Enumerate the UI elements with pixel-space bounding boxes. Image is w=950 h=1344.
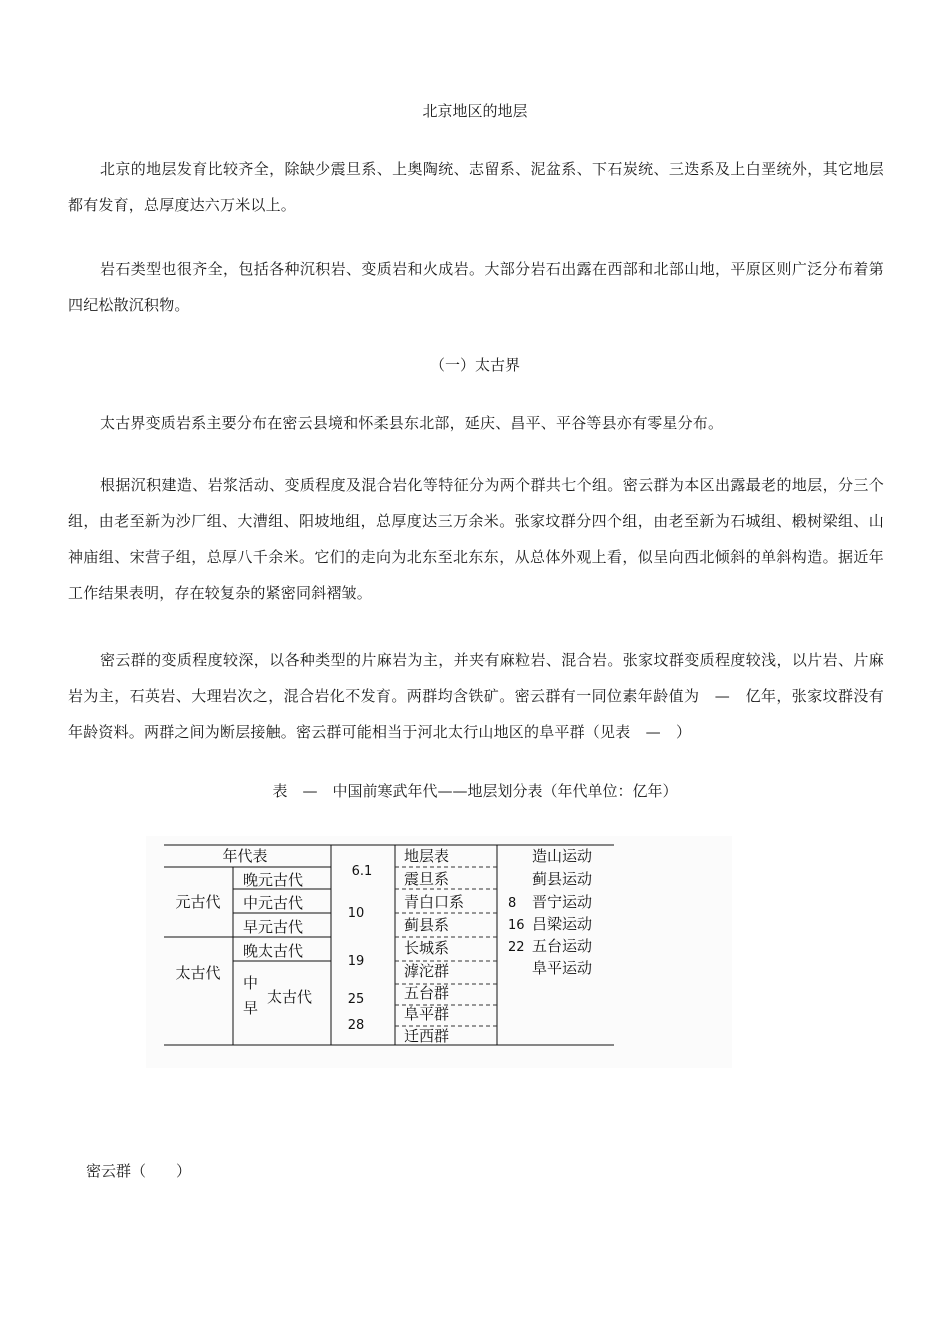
paragraph-1: 北京的地层发育比较齐全，除缺少震旦系、上奥陶统、志留系、泥盆系、下石炭统、三迭系及上白垩统外，其它地层都有发育，总厚度达六万米以上。 bbox=[68, 160, 884, 214]
header-strata: 地层表 bbox=[404, 847, 450, 865]
movement-lvliang: 吕梁运动 bbox=[532, 915, 593, 933]
movement-jinning: 晋宁运动 bbox=[532, 893, 593, 911]
movement-age: 8 bbox=[508, 896, 517, 911]
era-early-proterozoic: 早元古代 bbox=[243, 918, 304, 936]
era-late-proterozoic: 晚元古代 bbox=[243, 871, 304, 889]
age-label: 25 bbox=[347, 992, 365, 1007]
strata-sinian: 震旦系 bbox=[404, 870, 450, 888]
strata-wutai: 五台群 bbox=[404, 984, 450, 1002]
era-late-archean: 晚太古代 bbox=[243, 942, 304, 960]
stratigraphy-figure bbox=[146, 836, 732, 1068]
age-label: 6.1 bbox=[351, 864, 373, 879]
era-archean-label: 太古代 bbox=[267, 988, 313, 1006]
strata-qingbaikou: 青白口系 bbox=[404, 893, 465, 911]
eon-archean: 太古代 bbox=[175, 964, 221, 982]
era-middle-proterozoic: 中元古代 bbox=[243, 894, 304, 912]
movement-wutai: 五台运动 bbox=[532, 937, 593, 955]
stratigraphy-table-image bbox=[146, 836, 732, 1068]
strata-hutuo: 滹沱群 bbox=[404, 962, 450, 980]
strata-fuping: 阜平群 bbox=[404, 1005, 450, 1023]
strata-changcheng: 长城系 bbox=[404, 939, 450, 957]
age-label: 28 bbox=[347, 1018, 365, 1033]
section-paragraph-3: 密云群的变质程度较深，以各种类型的片麻岩为主，并夹有麻粒岩、混合岩。张家坟群变质程度较浅，以片岩、片麻岩为主，石英岩、大理岩次之，混合岩化不发育。两群均含铁矿。密云群有一同位素年龄值为 — 亿年，张家坟群没有年龄资料。两群之间为断层接触。密云群可能相当于河北太行山地区的阜平群（见表 — ） bbox=[68, 651, 884, 741]
movement-age: 22 bbox=[508, 940, 525, 955]
section-heading: （一）太古界 bbox=[429, 356, 520, 374]
movement-header: 造山运动 bbox=[532, 847, 593, 865]
movement-jixian: 蓟县运动 bbox=[532, 870, 593, 888]
strata-jixian: 蓟县系 bbox=[404, 916, 450, 934]
header-era: 年代表 bbox=[222, 847, 268, 865]
movement-fuping: 阜平运动 bbox=[532, 959, 593, 977]
footer-text: 密云群（ ） bbox=[86, 1162, 192, 1180]
eon-proterozoic: 元古代 bbox=[175, 893, 221, 911]
movement-age: 16 bbox=[508, 918, 525, 933]
era-archean-middle-mark: 中 bbox=[243, 974, 259, 992]
table-caption: 表 — 中国前寒武年代——地层划分表（年代单位：亿年） bbox=[272, 782, 678, 800]
section-paragraph-2: 根据沉积建造、岩浆活动、变质程度及混合岩化等特征分为两个群共七个组。密云群为本区出露最老的地层，分三个组，由老至新为沙厂组、大漕组、阳坡地组，总厚度达三万余米。张家坟群分四个组，由老至新为石城组、椴树梁组、山神庙组、宋营子组，总厚八千余米。它们的走向为北东至北东东，从总体外观上看，似呈向西北倾斜的单斜构造。据近年工作结果表明，存在较复杂的紧密同斜褶皱。 bbox=[68, 476, 884, 602]
section-paragraph-1: 太古界变质岩系主要分布在密云县境和怀柔县东北部，延庆、昌平、平谷等县亦有零星分布。 bbox=[100, 414, 724, 432]
era-archean-early-mark: 早 bbox=[243, 999, 259, 1017]
age-label: 19 bbox=[347, 954, 365, 969]
strata-qianxi: 迁西群 bbox=[404, 1027, 450, 1045]
age-label: 10 bbox=[347, 906, 365, 921]
document-title: 北京地区的地层 bbox=[422, 102, 528, 120]
paragraph-2: 岩石类型也很齐全，包括各种沉积岩、变质岩和火成岩。大部分岩石出露在西部和北部山地，平原区则广泛分布着第四纪松散沉积物。 bbox=[68, 260, 884, 314]
